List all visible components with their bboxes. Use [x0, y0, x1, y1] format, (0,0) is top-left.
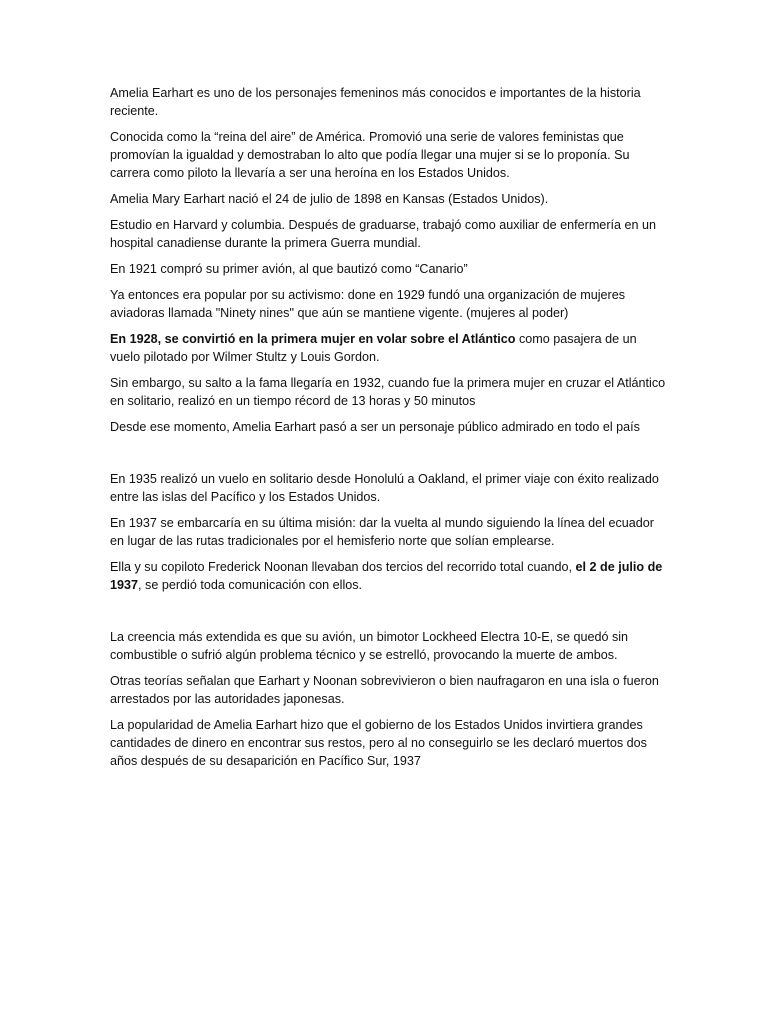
paragraph-first-plane: En 1921 compró su primer avión, al que bautizó como “Canario”	[110, 262, 468, 276]
paragraph-reina-del-aire: Conocida como la “reina del aire” de América. Promovió una serie de valores feministas que promovían la igualdad y demostraban lo alto que podía llegar una mujer si se lo proponía. Su carrera como piloto la llevaría a ser una heroína en los Estados Unidos.	[110, 130, 630, 180]
paragraph-gap	[110, 444, 670, 470]
paragraph-crash-theory: La creencia más extendida es que su avión, un bimotor Lockheed Electra 10-E, se quedó sin combustible o sufrió algún problema técnico y se estrelló, provocando la muerte de ambos.	[110, 630, 629, 662]
paragraph-education: Estudio en Harvard y columbia. Después de graduarse, trabajó como auxiliar de enfermería en un hospital canadiense durante la primera Guerra mundial.	[110, 218, 657, 250]
document-body	[110, 84, 670, 778]
paragraph-lost-contact-text-after: , se perdió toda comunicación con ellos.	[138, 578, 363, 592]
paragraph-gap	[110, 602, 670, 628]
paragraph-1928-flight	[110, 330, 670, 366]
paragraph-1932-solo: Sin embargo, su salto a la fama llegaría en 1932, cuando fue la primera mujer en cruzar el Atlántico en solitario, realizó en un tiempo récord de 13 horas y 50 minutos	[110, 376, 666, 408]
paragraph-1935-flight: En 1935 realizó un vuelo en solitario desde Honolulú a Oakland, el primer viaje con éxito realizado entre las islas del Pacífico y los Estados Unidos.	[110, 472, 659, 504]
paragraph-birth: Amelia Mary Earhart nació el 24 de julio de 1898 en Kansas (Estados Unidos).	[110, 192, 549, 206]
paragraph-intro: Amelia Earhart es uno de los personajes femeninos más conocidos e importantes de la historia reciente.	[110, 86, 641, 118]
paragraph-1928-text: como pasajera de un vuelo pilotado por Wilmer Stultz y Louis Gordon.	[110, 332, 637, 364]
paragraph-other-theories: Otras teorías señalan que Earhart y Noonan sobrevivieron o bien naufragaron en una isla o fueron arrestados por las autoridades japonesas.	[110, 674, 659, 706]
paragraph-lost-contact-bold-date: el 2 de julio de 1937	[110, 560, 663, 592]
paragraph-1937-mission: En 1937 se embarcaría en su última misión: dar la vuelta al mundo siguiendo la línea del ecuador en lugar de las rutas tradicionales por el hemisferio norte que solían emplearse.	[110, 516, 654, 548]
paragraph-1928-bold-text: En 1928, se convirtió en la primera mujer en volar sobre el Atlántico	[110, 332, 516, 346]
paragraph-public-figure: Desde ese momento, Amelia Earhart pasó a ser un personaje público admirado en todo el país	[110, 420, 640, 434]
paragraph-search: La popularidad de Amelia Earhart hizo que el gobierno de los Estados Unidos invirtiera grandes cantidades de dinero en encontrar sus restos, pero al no conseguirlo se les declaró muertos dos años después de su desaparición en Pacífico Sur, 1937	[110, 718, 647, 768]
paragraph-ninety-nines: Ya entonces era popular por su activismo: done en 1929 fundó una organización de mujeres aviadoras llamada "Ninety nines" que aún se mantiene vigente. (mujeres al poder)	[110, 288, 626, 320]
paragraph-lost-contact-text-before: Ella y su copiloto Frederick Noonan llevaban dos tercios del recorrido total cuando,	[110, 560, 576, 574]
paragraph-lost-contact	[110, 558, 670, 594]
